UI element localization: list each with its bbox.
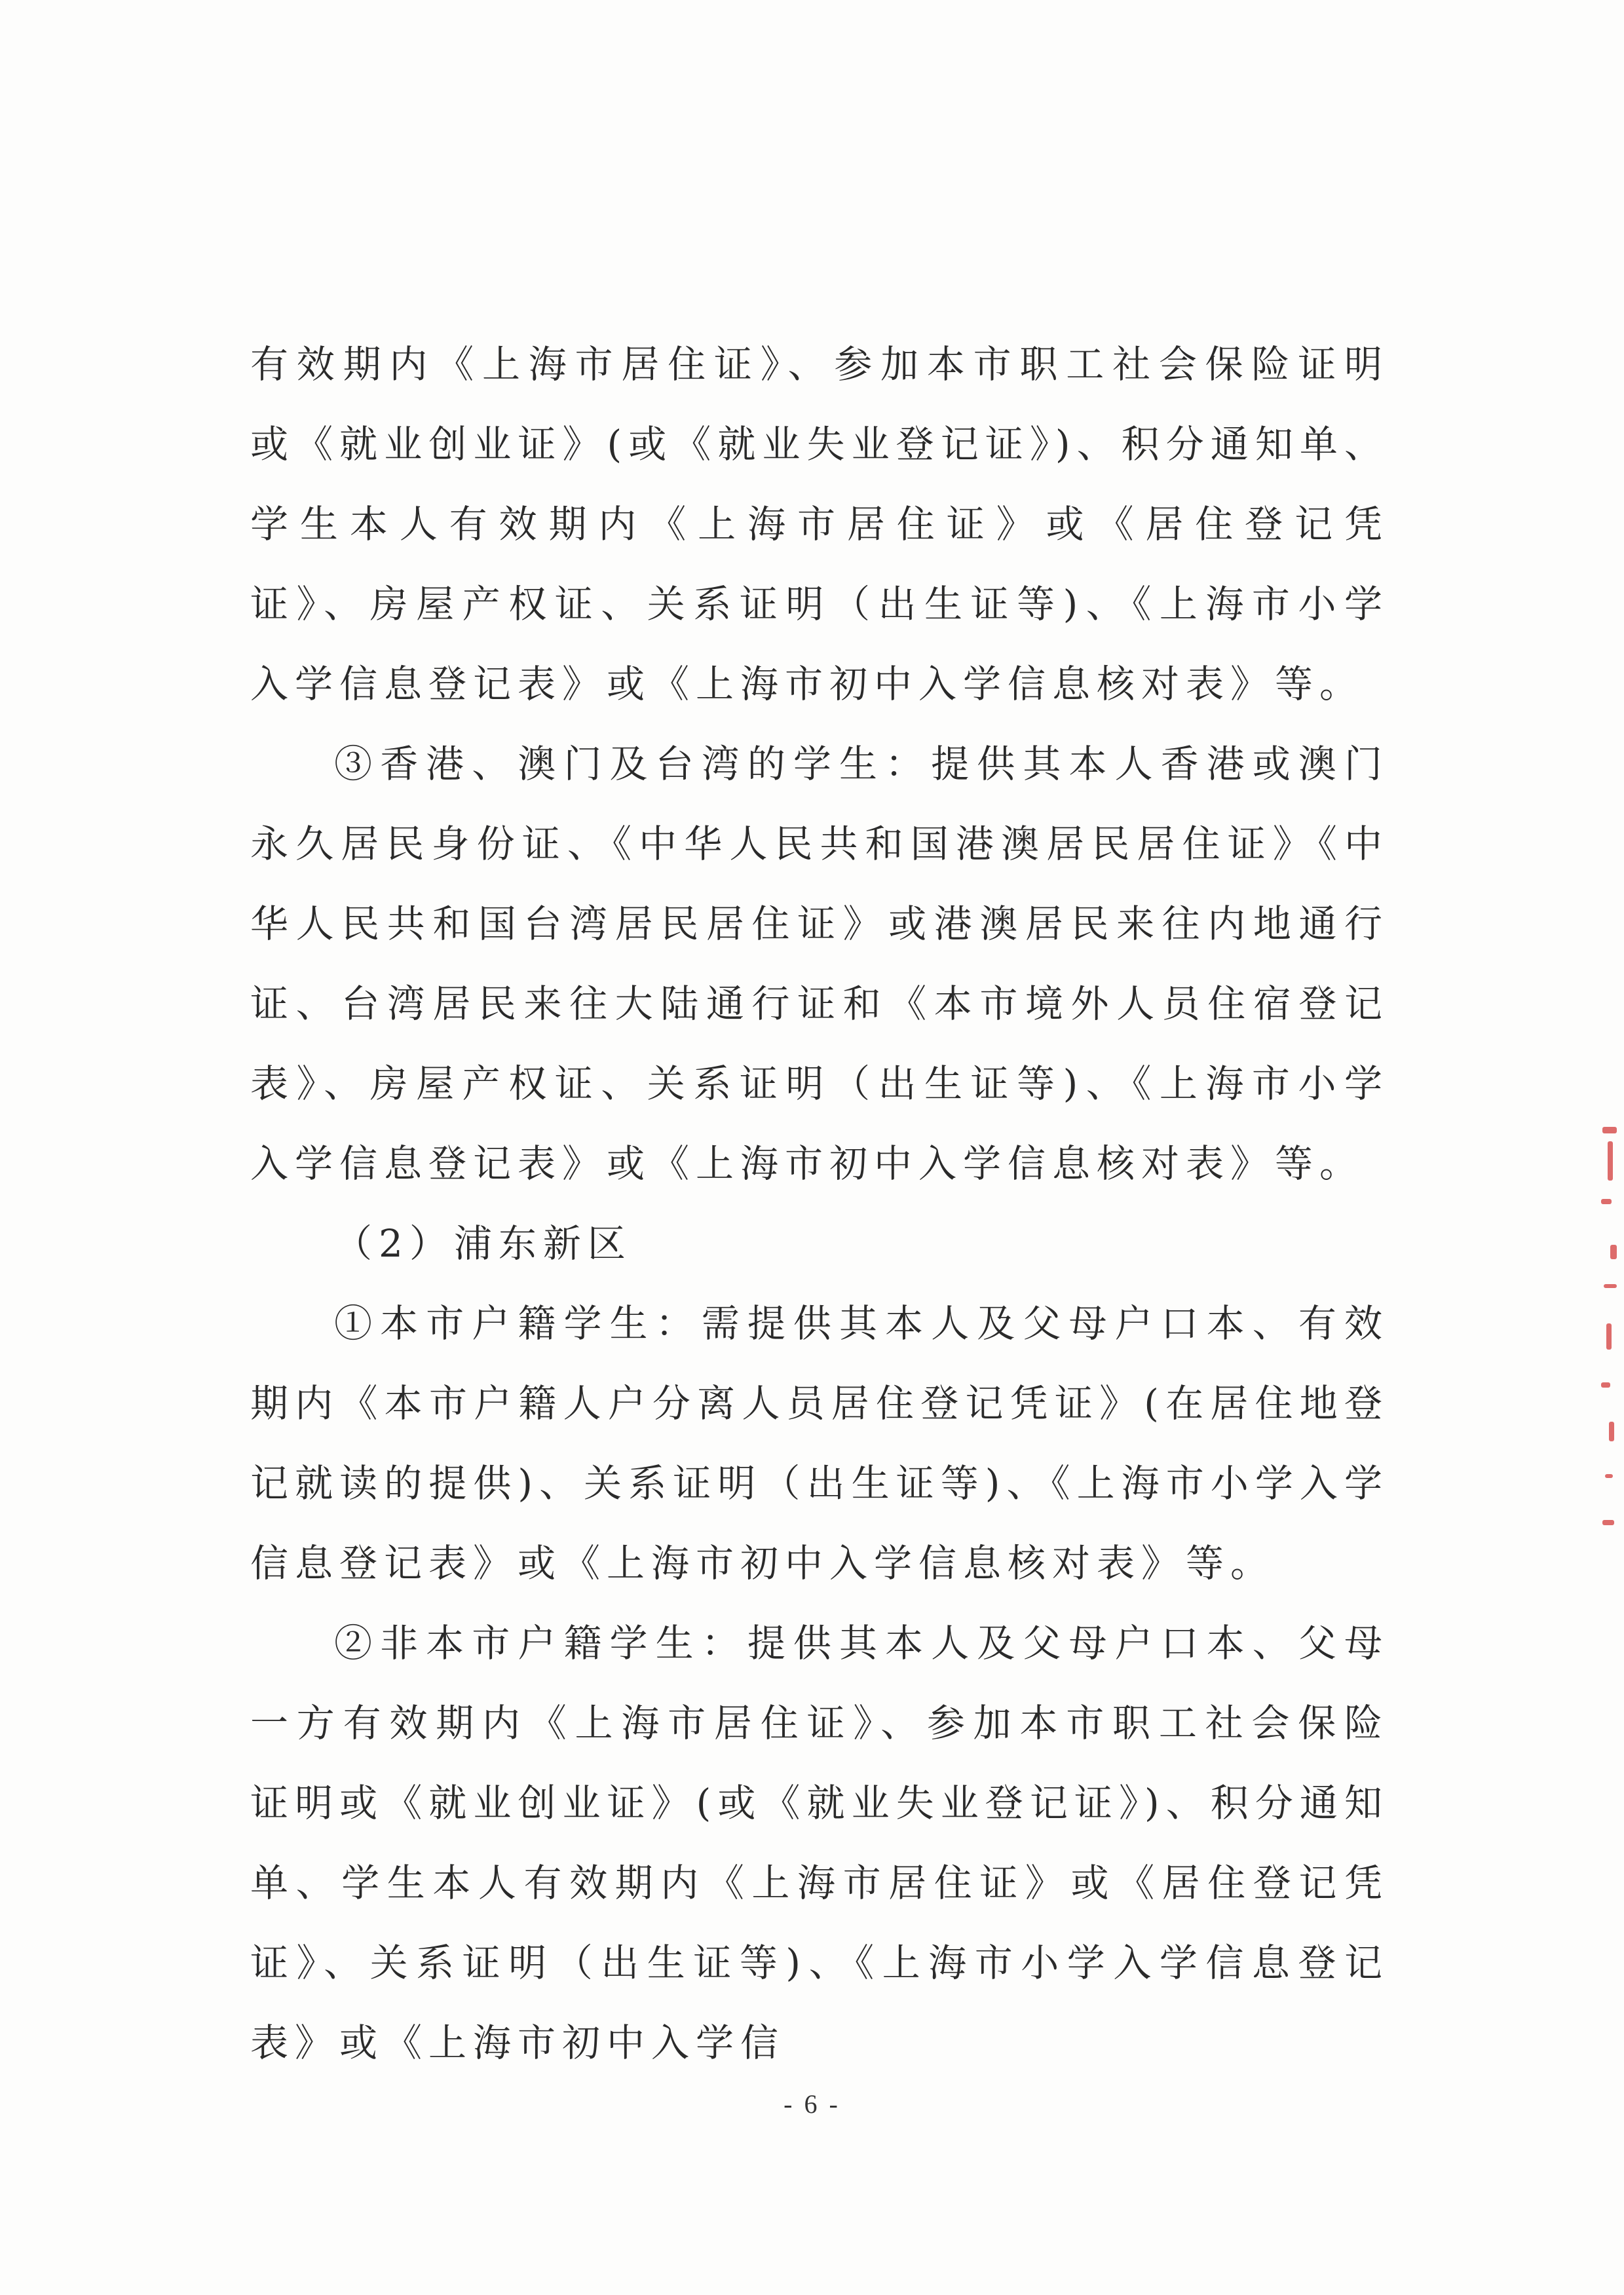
document-body [250, 324, 1389, 2083]
paragraph-non-local-hukou-students: ②非本市户籍学生：提供其本人及父母户口本、父母一方有效期内《上海市居住证》、参加本市职工社会保险证明或《就业创业证》(或《就业失业登记证》)、积分通知单、学生本人有效期内《上海市居住证》或《居住登记凭证》、关系证明（出生证等)、《上海市小学入学信息登记表》或《上海市初中入学信 [250, 1621, 1389, 2065]
section-heading-pudong: （2）浦东新区 [334, 1221, 632, 1266]
paragraph-local-hukou-students: ①本市户籍学生：需提供其本人及父母户口本、有效期内《本市户籍人户分离人员居住登记凭证》(在居住地登记就读的提供)、关系证明（出生证等)、《上海市小学入学信息登记表》或《上海市初中入学信息核对表》等。 [250, 1301, 1389, 1585]
seal-edge-mark [1598, 1127, 1622, 1533]
paragraph-hk-macau-taiwan-students: ③香港、澳门及台湾的学生：提供其本人香港或澳门永久居民身份证、《中华人民共和国港澳居民居住证》《中华人民共和国台湾居民居住证》或港澳居民来往内地通行证、台湾居民来往大陆通行证和《本市境外人员住宿登记表》、房屋产权证、关系证明（出生证等)、《上海市小学入学信息登记表》或《上海市初中入学信息核对表》等。 [250, 742, 1389, 1186]
paragraph-continuation: 有效期内《上海市居住证》、参加本市职工社会保险证明或《就业创业证》(或《就业失业登记证》)、积分通知单、学生本人有效期内《上海市居住证》或《居住登记凭证》、房屋产权证、关系证明（出生证等)、《上海市小学入学信息登记表》或《上海市初中入学信息核对表》等。 [250, 342, 1389, 706]
page-number: - 6 - [784, 2089, 840, 2119]
